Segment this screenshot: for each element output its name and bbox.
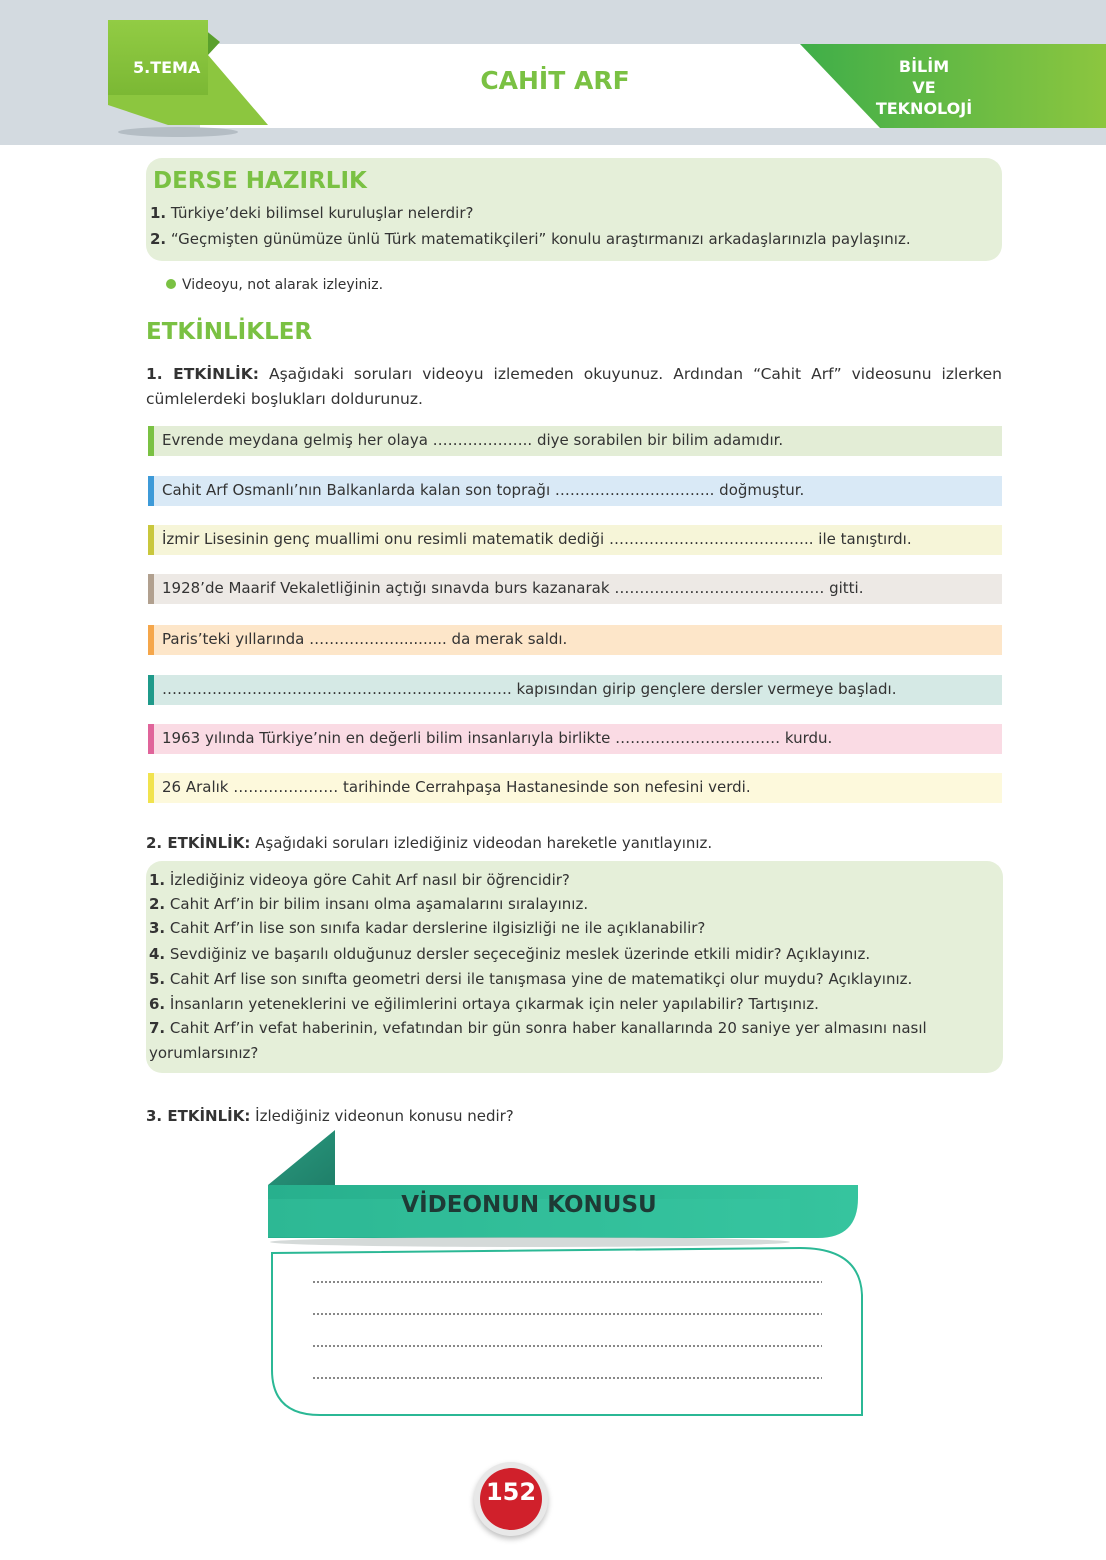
question-item [149,1019,927,1037]
row-accent-bar [148,525,154,555]
question-item [149,945,870,963]
activity-1-text: Aşağıdaki soruları videoyu izlemeden okuyunuz. Ardından “Cahit Arf” videosunu izlerken cümlelerdeki boşlukları doldurunuz. [146,365,1002,408]
question-number: 4. [149,945,166,963]
fill-in-text: 1928’de Maarif Vekaletliğinin açtığı sınavda burs kazanarak …………………………………… gitti. [162,579,864,597]
question-item [149,871,570,889]
question-text: “Geçmişten günümüze ünlü Türk matematikçileri” konulu araştırmanızı arkadaşlarınızla paylaşınız. [170,230,911,248]
question-text: İzlediğiniz videoya göre Cahit Arf nasıl bir öğrencidir? [169,871,570,889]
question-text: Cahit Arf’in bir bilim insanı olma aşamalarını sıralayınız. [169,895,589,913]
video-topic-box [260,1130,870,1425]
fill-in-text: ……………………………………………………………. kapısından girip gençlere dersler vermeye başladı. [162,680,897,698]
question-item-continuation: yorumlarsınız? [149,1044,259,1062]
fill-in-text: İzmir Lisesinin genç muallimi onu resimli matematik dediği ………………………………….. ile tanıştırdı. [162,530,912,548]
answer-line[interactable] [312,1313,822,1315]
bullet-icon [166,279,176,289]
question-text: Cahit Arf lise son sınıfta geometri dersi ile tanışmasa yine de matematikçi olur muydu? Açıklayınız. [169,970,913,988]
fill-in-text: Evrende meydana gelmiş her olaya ……………….. diye sorabilen bir bilim adamıdır. [162,431,784,449]
question-text: Sevdiğiniz ve başarılı olduğunuz dersler seçeceğiniz meslek üzerinde etkili midir? Açıklayınız. [169,945,871,963]
theme-ribbon [108,20,288,140]
question-item [149,995,819,1013]
fill-in-text: Cahit Arf Osmanlı’nın Balkanlarda kalan son toprağı ………………………….. doğmuştur. [162,481,805,499]
activity-3-text: İzlediğiniz videonun konusu nedir? [255,1107,514,1125]
category-word-2: VE [912,78,936,97]
prep-question [150,230,911,248]
prep-question [150,204,473,222]
question-item [149,895,588,913]
question-number: 7. [149,1019,166,1037]
question-number: 3. [149,919,166,937]
activity-1-label: 1. ETKİNLİK: [146,365,259,383]
answer-line[interactable] [312,1281,822,1283]
question-number: 2. [150,230,167,248]
row-accent-bar [148,476,154,506]
question-number: 6. [149,995,166,1013]
fill-in-row[interactable] [148,724,1002,754]
row-accent-bar [148,675,154,705]
question-text: Cahit Arf’in vefat haberinin, vefatından bir gün sonra haber kanallarında 20 saniye yer almasını nasıl [169,1019,927,1037]
fill-in-row[interactable] [148,476,1002,506]
fill-in-row[interactable] [148,773,1002,803]
fill-in-text: 26 Aralık ………………… tarihinde Cerrahpaşa Hastanesinde son nefesini verdi. [162,778,751,796]
questions-panel [146,861,1003,1073]
video-note-text: Videoyu, not alarak izleyiniz. [182,277,384,293]
answer-line[interactable] [312,1377,822,1379]
activities-title: ETKİNLİKLER [146,319,313,345]
question-number: 1. [149,871,166,889]
question-text: İnsanların yeteneklerini ve eğilimlerini ortaya çıkarmak için neler yapılabilir? Tartışınız. [169,995,819,1013]
question-number: 1. [150,204,167,222]
video-note [166,277,383,293]
row-accent-bar [148,724,154,754]
activity-2-intro [146,834,712,852]
activity-2-text: Aşağıdaki soruları izlediğiniz videodan hareketle yanıtlayınız. [255,834,713,852]
fill-in-text: 1963 yılında Türkiye’nin en değerli bilim insanlarıyla birlikte …………………………… kurdu. [162,729,833,747]
category-word-1: BİLİM [898,57,950,76]
row-accent-bar [148,625,154,655]
answer-line[interactable] [312,1345,822,1347]
fill-in-row[interactable] [148,675,1002,705]
fill-in-row[interactable] [148,426,1002,456]
category-label [860,56,988,119]
category-word-3: TEKNOLOJİ [875,99,973,118]
page-number: 152 [485,1478,537,1506]
question-text: Türkiye’deki bilimsel kuruluşlar nelerdir? [170,204,474,222]
prep-title: DERSE HAZIRLIK [153,168,367,194]
page-title: CAHİT ARF [480,66,630,95]
row-accent-bar [148,426,154,456]
activity-2-label: 2. ETKİNLİK: [146,834,251,852]
activity-3-intro [146,1107,514,1125]
question-item [149,970,912,988]
activity-3-label: 3. ETKİNLİK: [146,1107,251,1125]
question-number: 2. [149,895,166,913]
fill-in-row[interactable] [148,574,1002,604]
video-topic-title: VİDEONUN KONUSU [401,1192,657,1218]
fill-in-row[interactable] [148,525,1002,555]
theme-label: 5.TEMA [133,58,201,77]
question-number: 5. [149,970,166,988]
question-item [149,919,705,937]
fill-in-text: Paris’teki yıllarında ……………….......... da merak saldı. [162,630,568,648]
row-accent-bar [148,773,154,803]
row-accent-bar [148,574,154,604]
fill-in-row[interactable] [148,625,1002,655]
question-text: Cahit Arf’in lise son sınıfa kadar derslerine ilgisizliği ne ile açıklanabilir? [169,919,706,937]
activity-1-intro [146,362,1002,412]
